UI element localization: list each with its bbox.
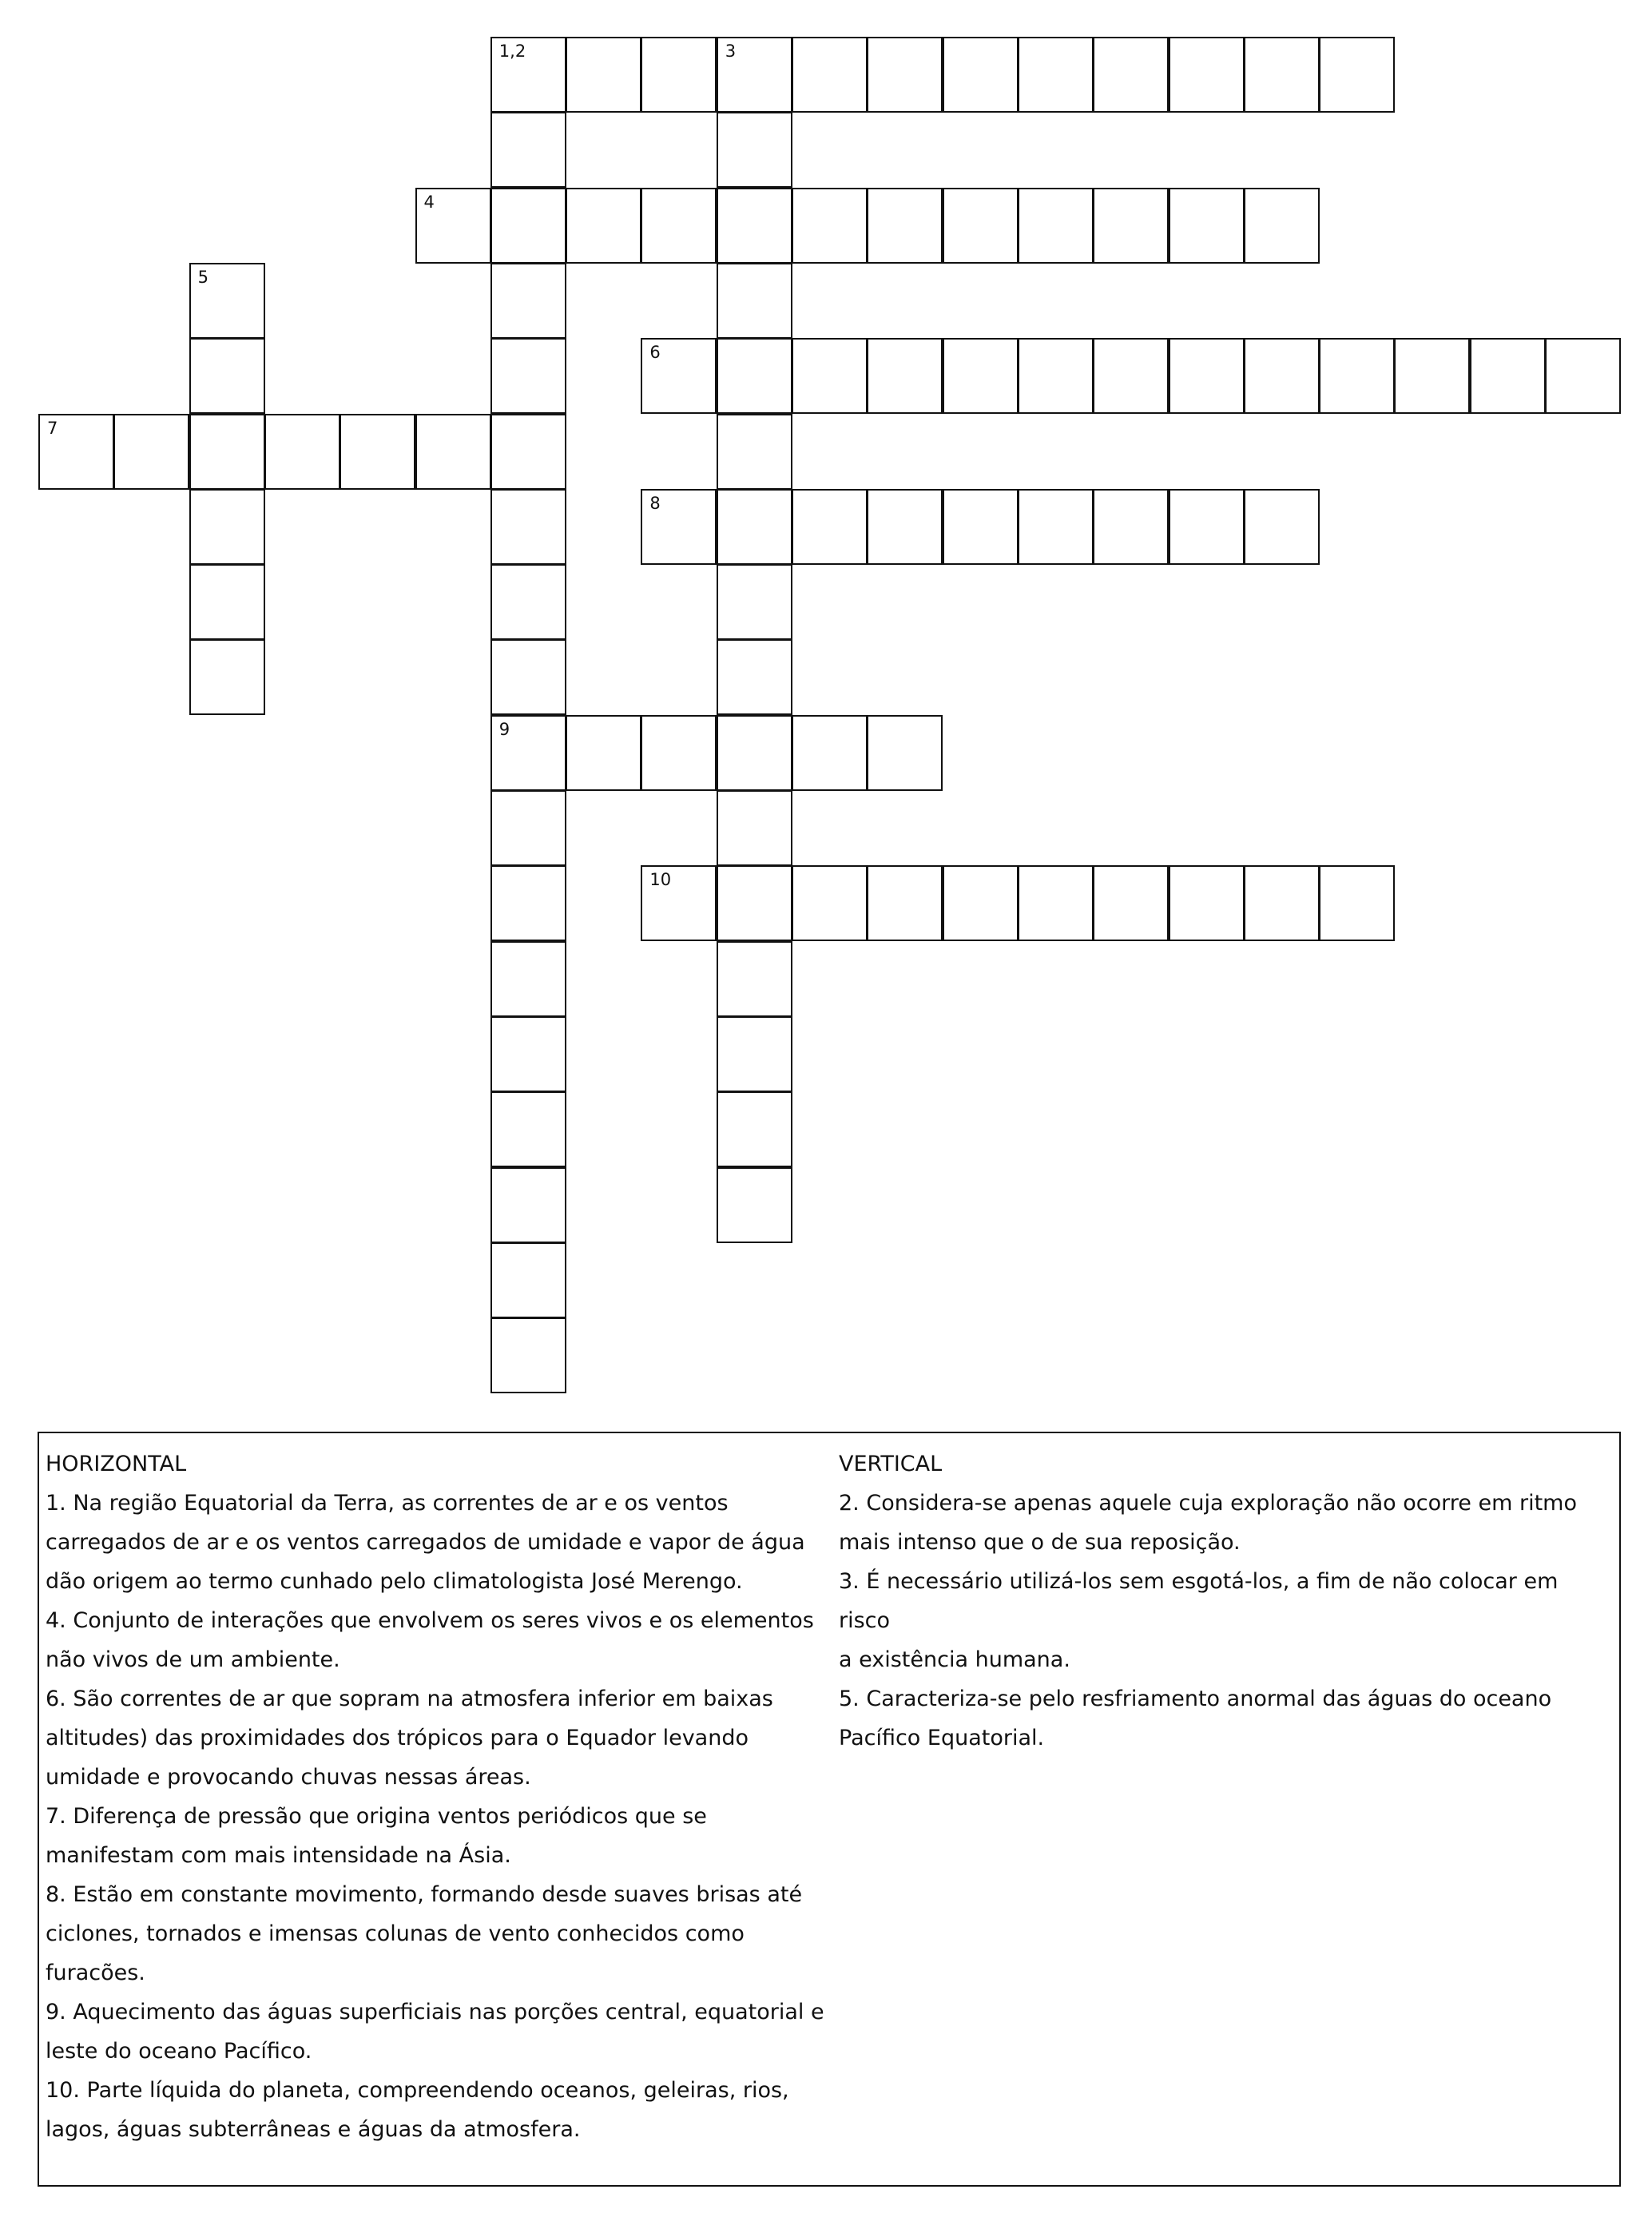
crossword-cell[interactable] — [1169, 865, 1245, 941]
clue-line: furacões. — [46, 1961, 145, 1985]
crossword-cell[interactable] — [189, 414, 265, 490]
clue-line: 2. Considera-se apenas aquele cuja exploração não ocorre em ritmo — [839, 1491, 1577, 1516]
crossword-cell[interactable] — [717, 1016, 792, 1092]
crossword-cell[interactable] — [490, 414, 566, 490]
crossword-cell[interactable] — [490, 790, 566, 866]
crossword-cell[interactable] — [490, 489, 566, 565]
crossword-cell[interactable] — [867, 865, 943, 941]
vertical-clue-list — [839, 1484, 1614, 1758]
clue-number: 5 — [197, 267, 208, 287]
clue-line: 3. É necessário utilizá-los sem esgotá-los, a fim de não colocar em risco — [839, 1569, 1559, 1633]
crossword-cell[interactable] — [717, 1167, 792, 1243]
clue-number: 4 — [423, 192, 435, 212]
crossword-cell[interactable] — [943, 338, 1019, 414]
crossword-cell[interactable] — [717, 489, 792, 565]
crossword-cell[interactable] — [490, 112, 566, 188]
clue-line: dão origem ao termo cunhado pelo climatologista José Merengo. — [46, 1569, 743, 1594]
clue-line: leste do oceano Pacífico. — [46, 2039, 312, 2064]
crossword-cell[interactable] — [490, 37, 566, 113]
crossword-cell[interactable] — [566, 37, 641, 113]
crossword-cell[interactable] — [490, 639, 566, 715]
crossword-cell[interactable] — [38, 414, 114, 490]
crossword-cell[interactable] — [867, 37, 943, 113]
crossword-cell[interactable] — [1319, 865, 1395, 941]
crossword-cell[interactable] — [867, 338, 943, 414]
crossword-cell[interactable] — [792, 489, 868, 565]
crossword-cell[interactable] — [1244, 188, 1320, 264]
crossword-cell[interactable] — [641, 188, 717, 264]
crossword-cell[interactable] — [415, 188, 491, 264]
crossword-cell[interactable] — [189, 489, 265, 565]
clue-line: 1. Na região Equatorial da Terra, as correntes de ar e os ventos — [46, 1491, 729, 1516]
clue-line: 10. Parte líquida do planeta, compreendendo oceanos, geleiras, rios, — [46, 2078, 789, 2103]
clue-line: mais intenso que o de sua reposição. — [839, 1530, 1241, 1555]
crossword-cell[interactable] — [1244, 489, 1320, 565]
crossword-cell[interactable] — [943, 188, 1019, 264]
clue-line: lagos, águas subterrâneas e águas da atmosfera. — [46, 2117, 581, 2142]
crossword-cell[interactable] — [340, 414, 415, 490]
crossword-cell[interactable] — [1093, 37, 1169, 113]
crossword-cell[interactable] — [490, 1317, 566, 1393]
clue-line: altitudes) das proximidades dos trópicos para o Equador levando — [46, 1726, 749, 1750]
clue-line: 8. Estão em constante movimento, formando desde suaves brisas até — [46, 1882, 803, 1907]
crossword-cell[interactable] — [717, 188, 792, 264]
crossword-cell[interactable] — [1169, 37, 1245, 113]
crossword-cell[interactable] — [1394, 338, 1470, 414]
crossword-cell[interactable] — [113, 414, 189, 490]
clue-line: Pacífico Equatorial. — [839, 1726, 1045, 1750]
crossword-cell[interactable] — [490, 564, 566, 640]
crossword-cell[interactable] — [1093, 188, 1169, 264]
crossword-cell[interactable] — [490, 1091, 566, 1167]
crossword-cell[interactable] — [717, 790, 792, 866]
clue-line: umidade e provocando chuvas nessas áreas. — [46, 1765, 531, 1790]
clue-number: 6 — [649, 343, 661, 363]
crossword-cell[interactable] — [717, 263, 792, 339]
crossword-cell[interactable] — [415, 414, 491, 490]
crossword-cell[interactable] — [792, 715, 868, 791]
crossword-cell[interactable] — [1244, 37, 1320, 113]
clue-line: 6. São correntes de ar que sopram na atmosfera inferior em baixas — [46, 1687, 773, 1711]
crossword-cell[interactable] — [792, 37, 868, 113]
clue-number: 9 — [498, 719, 510, 739]
crossword-cell[interactable] — [717, 941, 792, 1017]
crossword-cell[interactable] — [490, 1167, 566, 1243]
crossword-cell[interactable] — [641, 489, 717, 565]
horizontal-clues — [46, 1444, 836, 2149]
clue-number: 3 — [725, 42, 737, 61]
crossword-cell[interactable] — [1169, 188, 1245, 264]
crossword-cell[interactable] — [867, 489, 943, 565]
crossword-cell[interactable] — [264, 414, 340, 490]
crossword-cell[interactable] — [490, 1242, 566, 1318]
crossword-cell[interactable] — [490, 1016, 566, 1092]
crossword-cell[interactable] — [717, 112, 792, 188]
crossword-cell[interactable] — [490, 263, 566, 339]
crossword-cell[interactable] — [1169, 489, 1245, 565]
vertical-title: VERTICAL — [839, 1452, 943, 1476]
horizontal-title: HORIZONTAL — [46, 1452, 187, 1476]
clue-line: 5. Caracteriza-se pelo resfriamento anormal das águas do oceano — [839, 1687, 1552, 1711]
crossword-cell[interactable] — [1545, 338, 1621, 414]
crossword-cell[interactable] — [792, 865, 868, 941]
clue-number: 1,2 — [498, 42, 526, 61]
crossword-cell[interactable] — [717, 564, 792, 640]
crossword-cell[interactable] — [943, 489, 1019, 565]
crossword-cell[interactable] — [717, 715, 792, 791]
crossword-cell[interactable] — [490, 188, 566, 264]
crossword-cell[interactable] — [1244, 865, 1320, 941]
crossword-cell[interactable] — [717, 1091, 792, 1167]
clue-line: 9. Aquecimento das águas superficiais nas porções central, equatorial e — [46, 2000, 824, 2024]
crossword-cell[interactable] — [1244, 338, 1320, 414]
crossword-cell[interactable] — [792, 338, 868, 414]
crossword-cell[interactable] — [1018, 188, 1094, 264]
clues-box — [38, 1432, 1621, 2187]
clue-line: manifestam com mais intensidade na Ásia. — [46, 1843, 511, 1868]
crossword-cell[interactable] — [1319, 37, 1395, 113]
crossword-cell[interactable] — [717, 37, 792, 113]
crossword-cell[interactable] — [717, 639, 792, 715]
clue-line: carregados de ar e os ventos carregados de umidade e vapor de água — [46, 1530, 805, 1555]
crossword-cell[interactable] — [189, 338, 265, 414]
crossword-cell[interactable] — [943, 865, 1019, 941]
crossword-cell[interactable] — [1319, 338, 1395, 414]
crossword-cell[interactable] — [641, 865, 717, 941]
clue-line: a existência humana. — [839, 1647, 1070, 1672]
crossword-cell[interactable] — [1169, 338, 1245, 414]
clue-number: 7 — [47, 418, 58, 438]
crossword-cell[interactable] — [1093, 338, 1169, 414]
crossword-cell[interactable] — [867, 715, 943, 791]
crossword-cell[interactable] — [641, 715, 717, 791]
crossword-cell[interactable] — [1093, 865, 1169, 941]
crossword-cell[interactable] — [717, 865, 792, 941]
crossword-cell[interactable] — [189, 564, 265, 640]
crossword-cell[interactable] — [566, 188, 641, 264]
crossword-cell[interactable] — [490, 941, 566, 1017]
crossword-cell[interactable] — [1018, 37, 1094, 113]
crossword-cell[interactable] — [1093, 489, 1169, 565]
crossword-cell[interactable] — [490, 338, 566, 414]
crossword-cell[interactable] — [189, 639, 265, 715]
crossword-cell[interactable] — [1018, 865, 1094, 941]
clue-number: 8 — [649, 493, 661, 513]
crossword-cell[interactable] — [717, 338, 792, 414]
crossword-cell[interactable] — [189, 263, 265, 339]
clue-line: 7. Diferença de pressão que origina ventos periódicos que se — [46, 1804, 707, 1829]
clue-number: 10 — [649, 870, 672, 890]
crossword-cell[interactable] — [641, 37, 717, 113]
crossword-cell[interactable] — [641, 338, 717, 414]
clue-line: ciclones, tornados e imensas colunas de vento conhecidos como — [46, 1921, 745, 1946]
crossword-cell[interactable] — [717, 414, 792, 490]
crossword-cell[interactable] — [867, 188, 943, 264]
horizontal-clue-list — [46, 1484, 836, 2149]
crossword-cell[interactable] — [792, 188, 868, 264]
clue-line: 4. Conjunto de interações que envolvem os seres vivos e os elementos — [46, 1608, 814, 1633]
crossword-cell[interactable] — [1018, 338, 1094, 414]
clue-line: não vivos de um ambiente. — [46, 1647, 340, 1672]
crossword-cell[interactable] — [1470, 338, 1546, 414]
crossword-cell[interactable] — [943, 37, 1019, 113]
crossword-cell[interactable] — [490, 865, 566, 941]
crossword-cell[interactable] — [490, 715, 566, 791]
vertical-clues — [839, 1444, 1614, 1758]
crossword-cell[interactable] — [566, 715, 641, 791]
crossword-cell[interactable] — [1018, 489, 1094, 565]
